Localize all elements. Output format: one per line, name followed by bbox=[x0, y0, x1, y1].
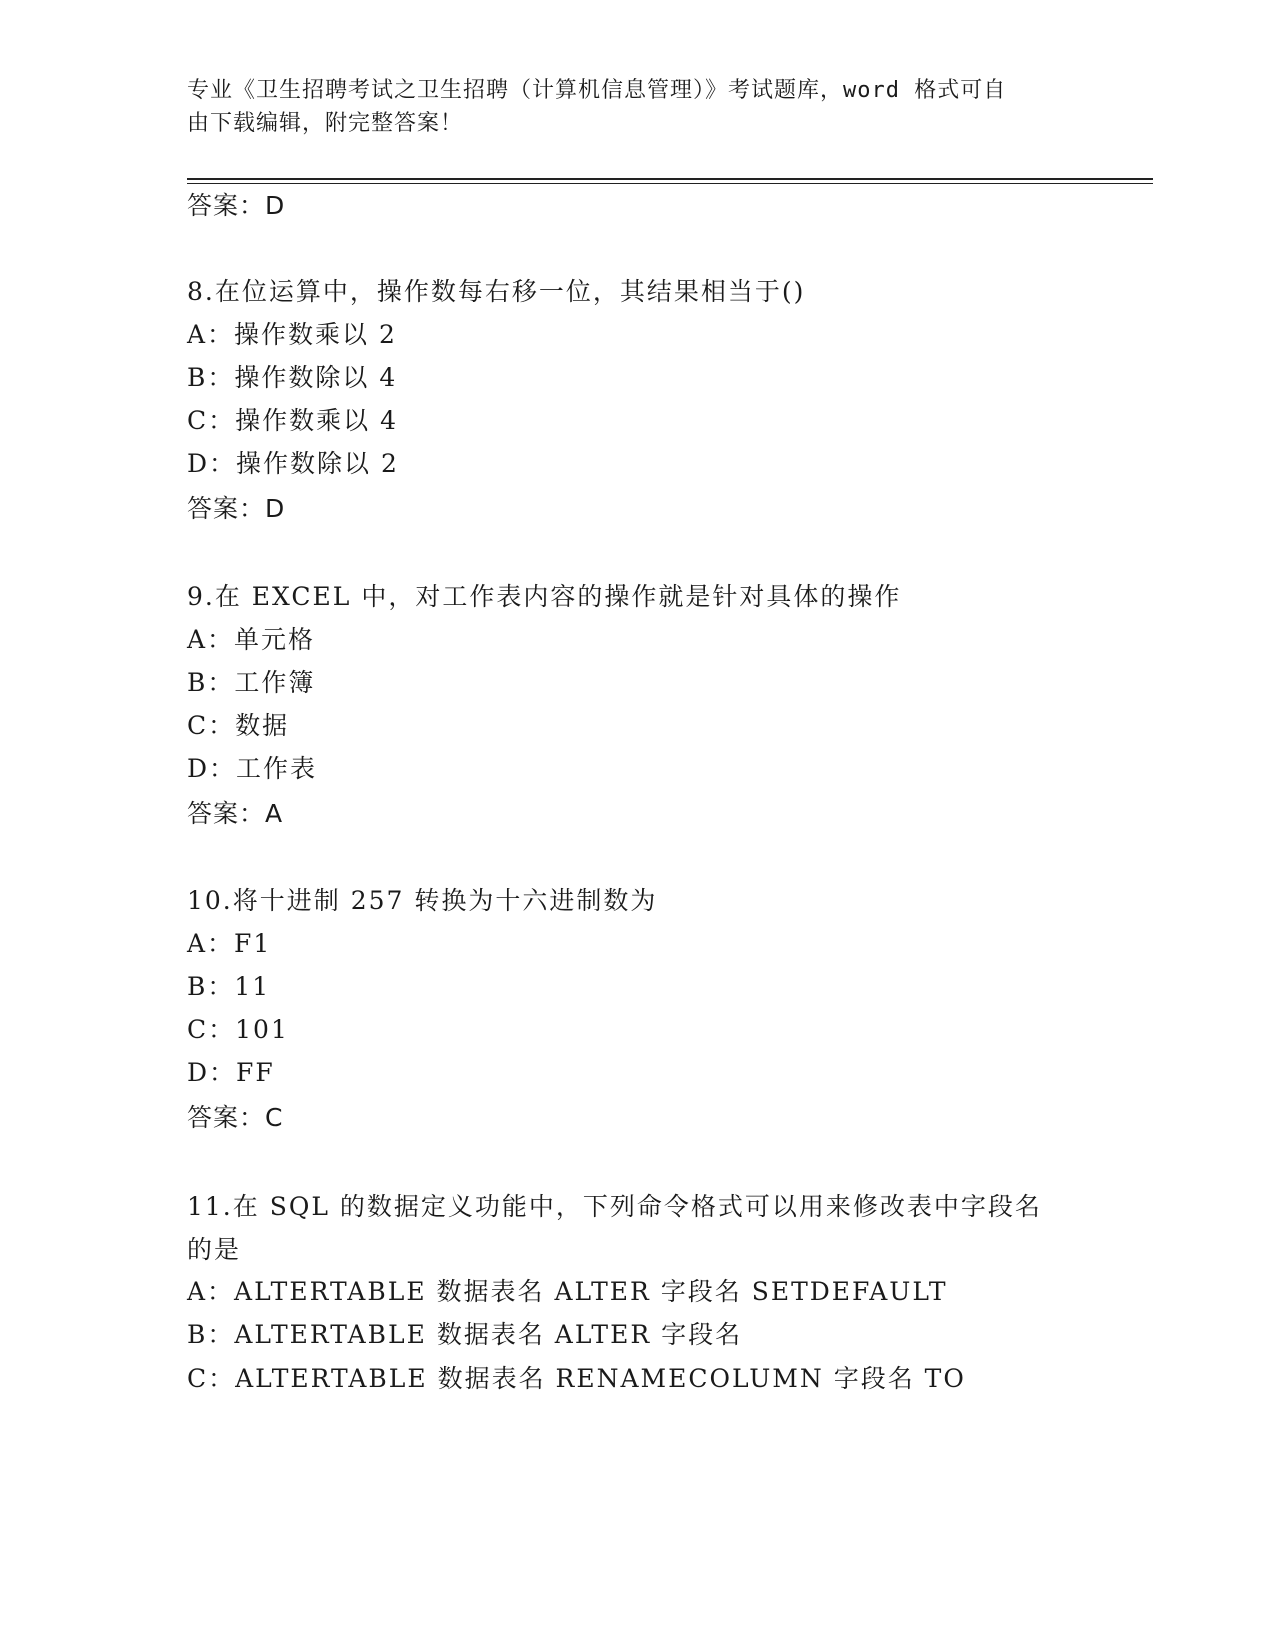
header-rule-thin bbox=[187, 183, 1153, 184]
question-stem: 10.将十进制 257 转换为十六进制数为 bbox=[187, 886, 658, 915]
header-rule-thick bbox=[187, 178, 1153, 180]
option-a: A：ALTERTABLE 数据表名 ALTER 字段名 SETDEFAULT bbox=[187, 1277, 948, 1306]
question-stem: 11.在 SQL 的数据定义功能中，下列命令格式可以用来修改表中字段名的是 bbox=[187, 1192, 1042, 1264]
answer-line: 答案：D bbox=[187, 494, 286, 523]
question-stem: 8.在位运算中，操作数每右移一位，其结果相当于() bbox=[187, 277, 806, 306]
option-c: C：ALTERTABLE 数据表名 RENAMECOLUMN 字段名 TO bbox=[187, 1364, 966, 1393]
option-c: C：操作数乘以 4 bbox=[187, 406, 398, 435]
option-a: A：F1 bbox=[187, 929, 272, 958]
option-b: B：工作簿 bbox=[187, 668, 316, 697]
option-d: D：FF bbox=[187, 1058, 275, 1087]
option-d: D：操作数除以 2 bbox=[187, 449, 399, 478]
option-b: B：11 bbox=[187, 972, 271, 1001]
option-c: C：101 bbox=[187, 1015, 289, 1044]
header-line-1: 专业《卫生招聘考试之卫生招聘（计算机信息管理）》考试题库，word 格式可自 bbox=[187, 78, 1007, 103]
question-stem: 9.在 EXCEL 中，对工作表内容的操作就是针对具体的操作 bbox=[187, 582, 902, 611]
header-line-2: 由下载编辑，附完整答案！ bbox=[187, 111, 464, 136]
answer-line: 答案：C bbox=[187, 1103, 284, 1132]
answer-line: 答案：D bbox=[187, 191, 286, 220]
answer-line: 答案：A bbox=[187, 799, 284, 828]
option-a: A：单元格 bbox=[187, 625, 316, 654]
option-b: B：操作数除以 4 bbox=[187, 363, 398, 392]
option-d: D：工作表 bbox=[187, 754, 318, 783]
option-b: B：ALTERTABLE 数据表名 ALTER 字段名 bbox=[187, 1320, 743, 1349]
option-c: C：数据 bbox=[187, 711, 290, 740]
option-a: A：操作数乘以 2 bbox=[187, 320, 397, 349]
document-header bbox=[187, 74, 1067, 140]
